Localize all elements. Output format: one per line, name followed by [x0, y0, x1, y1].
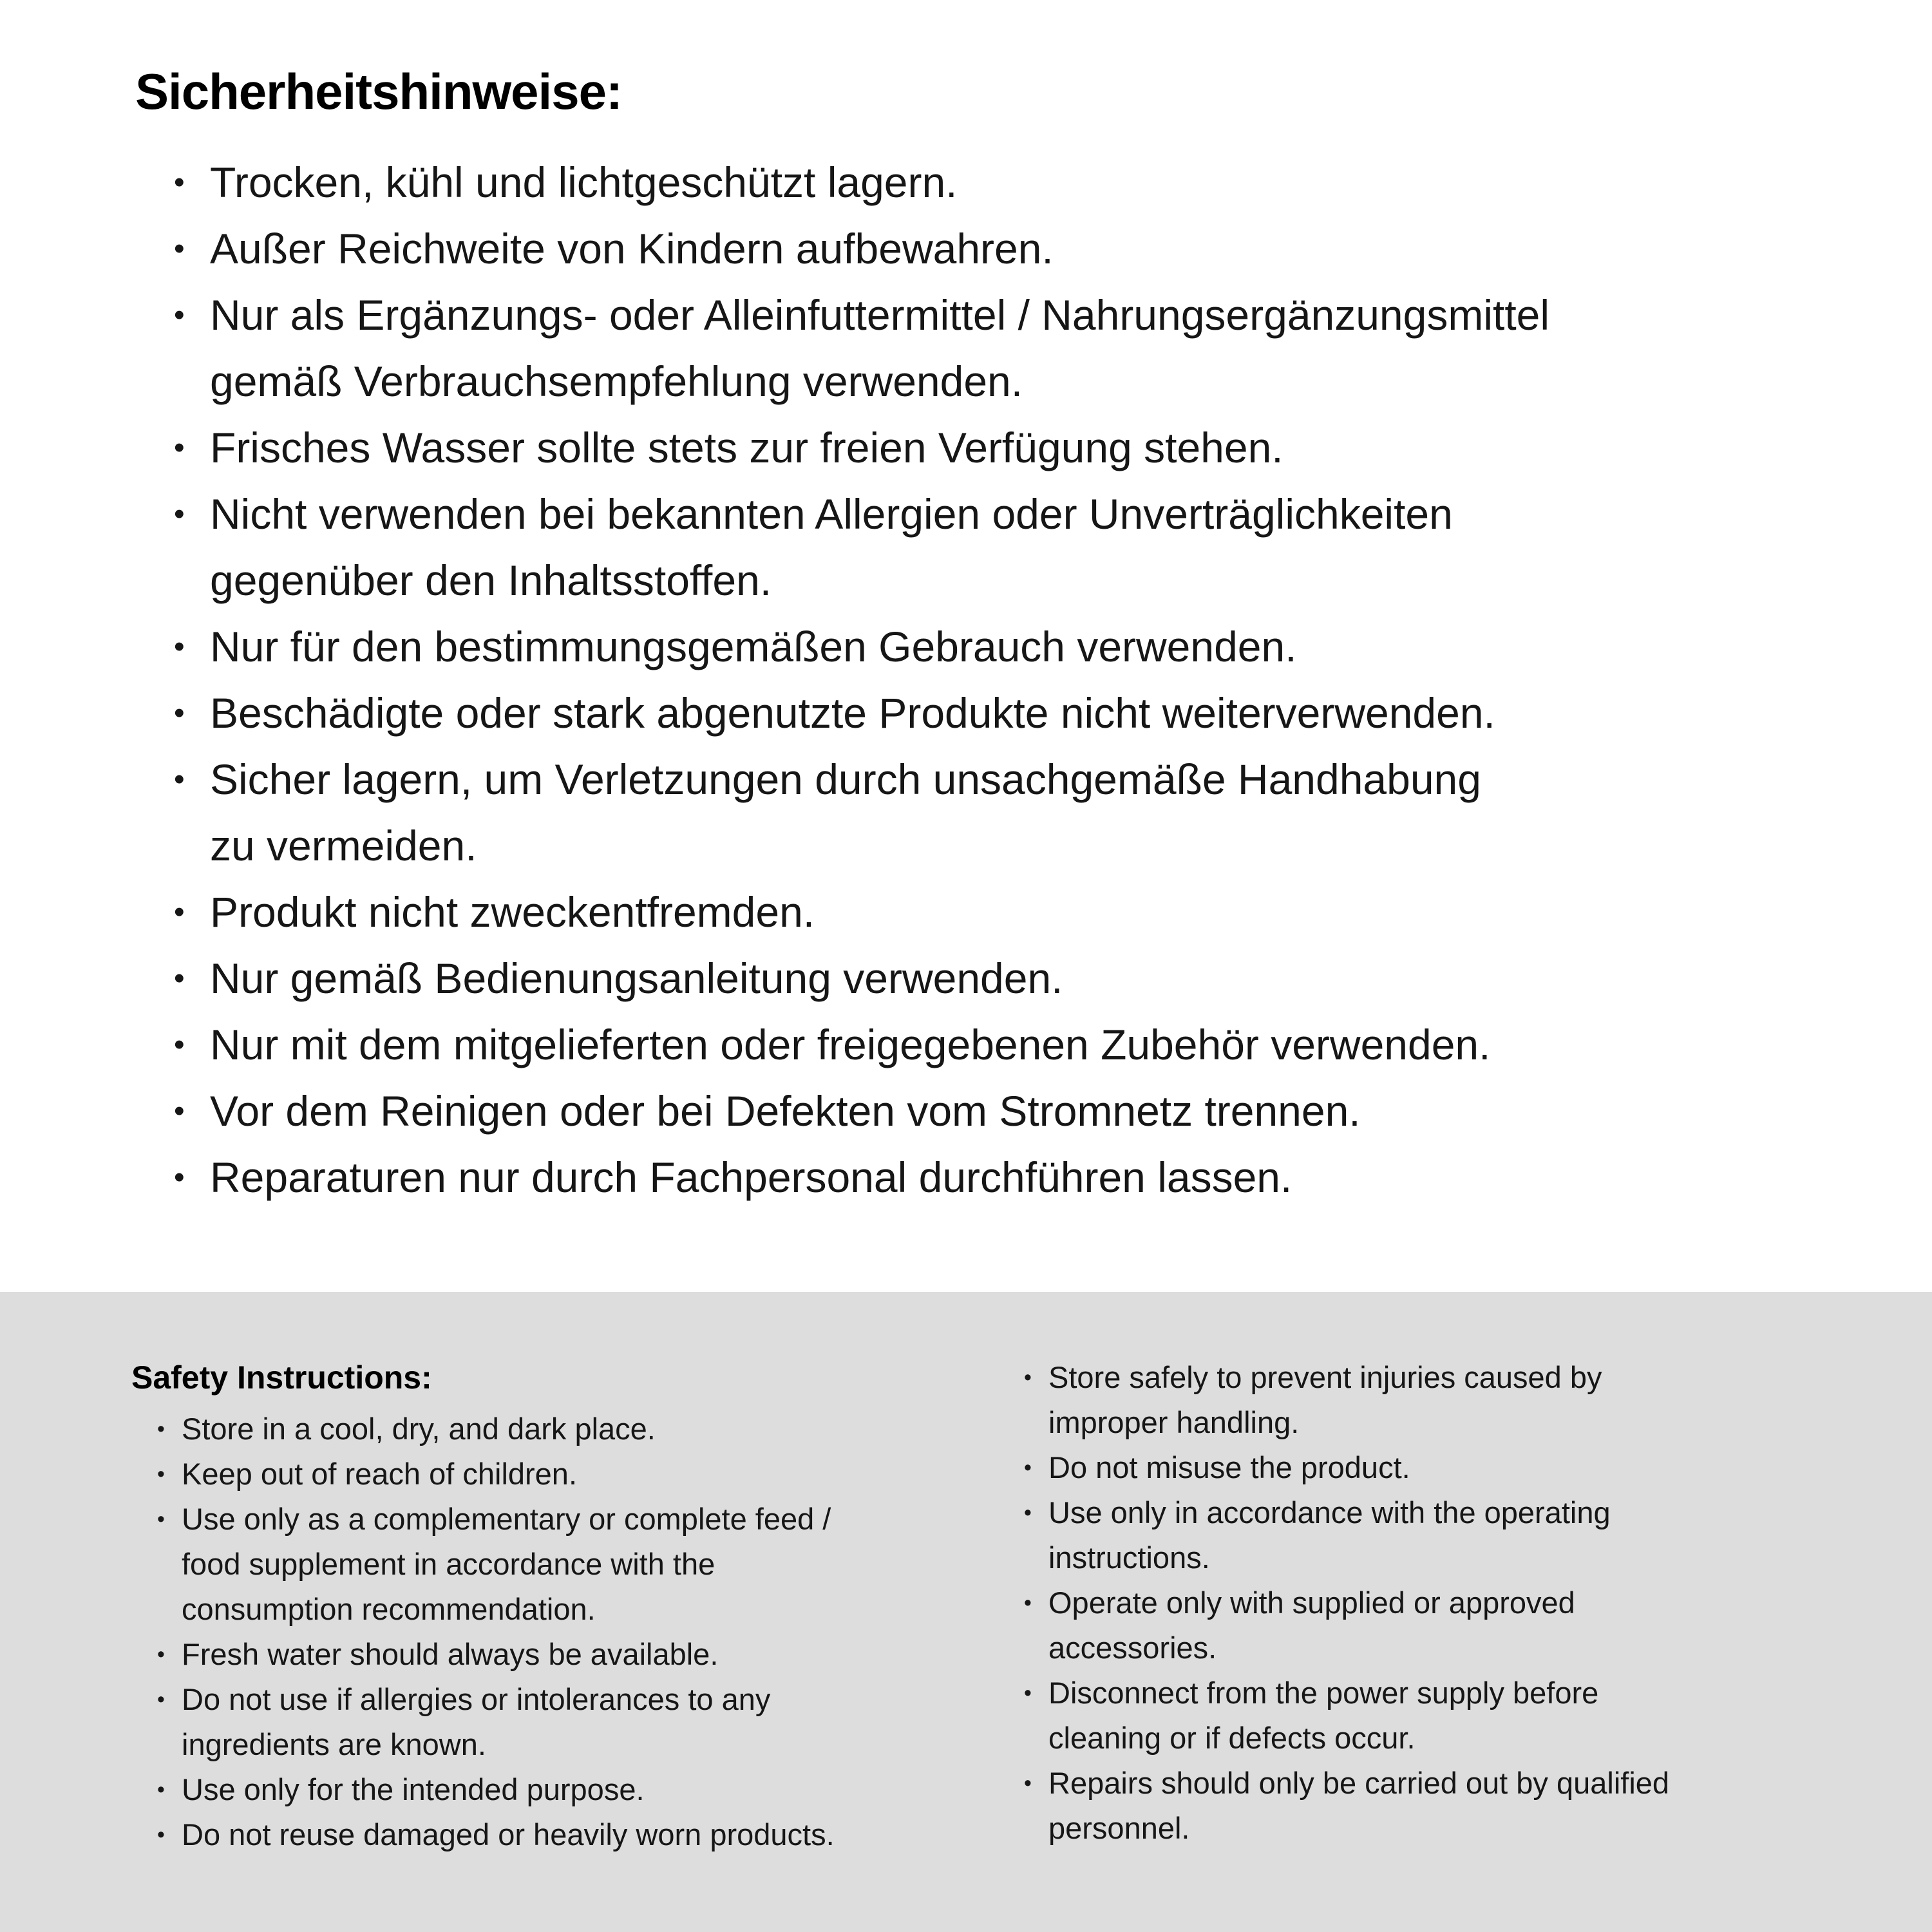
list-item-line: Do not misuse the product. — [1048, 1450, 1410, 1484]
list-item-line: Frisches Wasser sollte stets zur freien Verfügung stehen. — [210, 424, 1283, 471]
list-item — [174, 1144, 1880, 1211]
bullet-icon: • — [174, 232, 185, 266]
list-item — [174, 945, 1880, 1012]
list-item — [157, 1632, 979, 1677]
bullet-icon: • — [174, 895, 185, 929]
list-item-line: Operate only with supplied or approved — [1048, 1586, 1575, 1620]
list-item — [174, 746, 1880, 879]
bullet-icon: • — [157, 1462, 165, 1486]
list-item — [174, 481, 1880, 614]
list-item-line: Beschädigte oder stark abgenutzte Produkte nicht weiterverwenden. — [210, 689, 1495, 737]
list-item — [157, 1452, 979, 1497]
bullet-icon: • — [1024, 1365, 1032, 1390]
list-item-line: cleaning or if defects occur. — [1048, 1721, 1416, 1755]
bullet-icon: • — [174, 497, 185, 531]
list-item-line: consumption recommendation. — [182, 1592, 596, 1626]
list-item — [1024, 1445, 1669, 1490]
english-right-column — [1024, 1355, 1669, 1851]
list-item — [174, 680, 1880, 746]
list-item — [174, 282, 1880, 415]
list-item-line: Store in a cool, dry, and dark place. — [182, 1412, 656, 1446]
bullet-icon: • — [174, 1094, 185, 1128]
bullet-icon: • — [157, 1507, 165, 1531]
english-instructions-list-right — [1024, 1355, 1669, 1851]
list-item — [174, 149, 1880, 216]
list-item — [157, 1812, 979, 1857]
list-item-line: Vor dem Reinigen oder bei Defekten vom Stromnetz trennen. — [210, 1087, 1361, 1135]
bullet-icon: • — [174, 298, 185, 332]
bullet-icon: • — [157, 1417, 165, 1441]
bullet-icon: • — [1024, 1455, 1032, 1480]
list-item — [157, 1677, 979, 1767]
list-item-line: Nur gemäß Bedienungsanleitung verwenden. — [210, 954, 1063, 1002]
german-instructions-list — [174, 149, 1880, 1211]
bullet-icon: • — [1024, 1501, 1032, 1525]
english-left-column — [131, 1355, 979, 1857]
list-item-line: Reparaturen nur durch Fachpersonal durchführen lassen. — [210, 1153, 1293, 1201]
german-section-title: Sicherheitshinweise: — [135, 63, 622, 120]
bullet-icon: • — [1024, 1591, 1032, 1615]
list-item-line: Do not reuse damaged or heavily worn products. — [182, 1817, 835, 1852]
bullet-icon: • — [157, 1823, 165, 1847]
bullet-icon: • — [157, 1642, 165, 1667]
list-item — [1024, 1671, 1669, 1761]
list-item — [1024, 1355, 1669, 1445]
english-instructions-list-left — [157, 1406, 979, 1857]
list-item-line: Trocken, kühl und lichtgeschützt lagern. — [210, 158, 958, 206]
list-item-line: Do not use if allergies or intolerances to any — [182, 1682, 771, 1716]
list-item-line: Use only for the intended purpose. — [182, 1772, 645, 1806]
list-item — [1024, 1580, 1669, 1671]
bullet-icon: • — [174, 630, 185, 664]
list-item — [157, 1406, 979, 1452]
bullet-icon: • — [174, 431, 185, 465]
bullet-icon: • — [1024, 1681, 1032, 1705]
list-item-line: Disconnect from the power supply before — [1048, 1676, 1599, 1710]
list-item-line: Keep out of reach of children. — [182, 1457, 578, 1491]
english-section-title: Safety Instructions: — [131, 1359, 432, 1396]
list-item — [157, 1497, 979, 1632]
list-item-line: instructions. — [1048, 1540, 1210, 1575]
list-item-line: Fresh water should always be available. — [182, 1637, 719, 1671]
list-item-line: Repairs should only be carried out by qualified — [1048, 1766, 1670, 1800]
list-item-line: Store safely to prevent injuries caused by — [1048, 1360, 1602, 1394]
list-item-line: Nicht verwenden bei bekannten Allergien oder Unverträglichkeiten — [210, 490, 1453, 538]
list-item-line: Sicher lagern, um Verletzungen durch unsachgemäße Handhabung — [210, 755, 1481, 803]
list-item-line: Nur mit dem mitgelieferten oder freigegebenen Zubehör verwenden. — [210, 1021, 1491, 1068]
bullet-icon: • — [174, 166, 185, 200]
list-item-line: ingredients are known. — [182, 1727, 486, 1761]
list-item — [1024, 1490, 1669, 1580]
list-item-line: food supplement in accordance with the — [182, 1547, 715, 1581]
bullet-icon: • — [174, 762, 185, 797]
bullet-icon: • — [174, 1160, 185, 1195]
list-item-line: gemäß Verbrauchsempfehlung verwenden. — [210, 357, 1023, 405]
list-item — [157, 1767, 979, 1812]
list-item — [1024, 1761, 1669, 1851]
bullet-icon: • — [157, 1687, 165, 1712]
list-item-line: Produkt nicht zweckentfremden. — [210, 888, 815, 936]
list-item-line: Use only in accordance with the operating — [1048, 1495, 1611, 1530]
bullet-icon: • — [174, 961, 185, 996]
bullet-icon: • — [1024, 1771, 1032, 1795]
bullet-icon: • — [174, 696, 185, 730]
list-item — [174, 1078, 1880, 1144]
list-item-line: Use only as a complementary or complete feed / — [182, 1502, 831, 1536]
english-section — [0, 1292, 1932, 1932]
bullet-icon: • — [157, 1777, 165, 1802]
list-item — [174, 216, 1880, 282]
bullet-icon: • — [174, 1028, 185, 1062]
list-item — [174, 415, 1880, 481]
list-item-line: Nur für den bestimmungsgemäßen Gebrauch verwenden. — [210, 623, 1297, 670]
list-item-line: personnel. — [1048, 1811, 1190, 1845]
list-item-line: Nur als Ergänzungs- oder Alleinfuttermittel / Nahrungsergänzungsmittel — [210, 291, 1550, 339]
list-item-line: gegenüber den Inhaltsstoffen. — [210, 556, 772, 604]
list-item-line: zu vermeiden. — [210, 822, 477, 869]
list-item-line: Außer Reichweite von Kindern aufbewahren. — [210, 225, 1054, 272]
list-item — [174, 879, 1880, 945]
list-item-line: improper handling. — [1048, 1405, 1300, 1439]
list-item — [174, 1012, 1880, 1078]
list-item — [174, 614, 1880, 680]
list-item-line: accessories. — [1048, 1631, 1217, 1665]
